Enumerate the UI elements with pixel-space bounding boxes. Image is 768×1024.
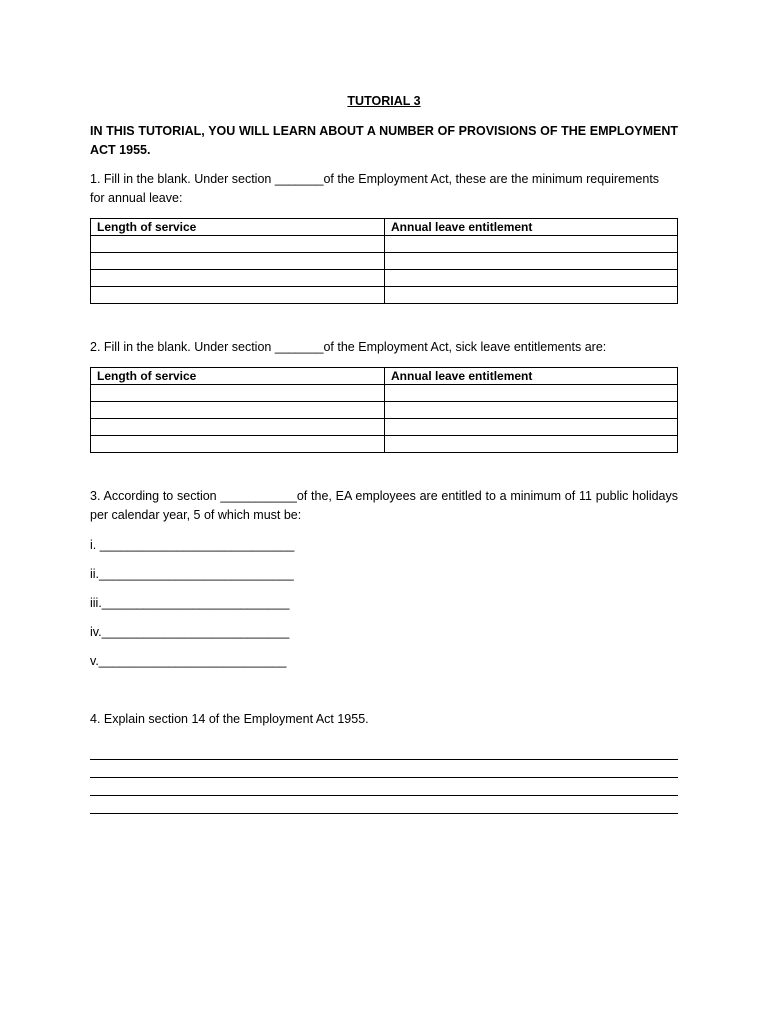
header-length-of-service: Length of service [91,219,385,236]
question-1 [90,170,678,208]
table-cell[interactable] [385,402,678,419]
table-cell[interactable] [91,287,385,304]
answer-line[interactable] [90,778,678,796]
sick-leave-table [90,367,678,453]
table-row [91,436,678,453]
table-cell[interactable] [385,236,678,253]
table-cell[interactable] [91,253,385,270]
holiday-blank-3[interactable]: iii.___________________________ [90,596,290,610]
page-title: TUTORIAL 3 [347,94,421,108]
header-annual-leave-entitlement: Annual leave entitlement [385,368,678,385]
table-cell[interactable] [91,236,385,253]
table-cell[interactable] [385,287,678,304]
table-cell[interactable] [385,436,678,453]
header-annual-leave-entitlement: Annual leave entitlement [385,219,678,236]
table-row [91,270,678,287]
question-2: 2. Fill in the blank. Under section _______of the Employment Act, sick leave entitlements are: [90,340,607,354]
holiday-blank-2[interactable]: ii.____________________________ [90,567,294,581]
question-1-line-2: for annual leave: [90,191,183,205]
table-row [91,419,678,436]
table-cell[interactable] [91,419,385,436]
holiday-blank-5[interactable]: v.___________________________ [90,654,287,668]
answer-line[interactable] [90,742,678,760]
table-row [91,253,678,270]
table-cell[interactable] [385,419,678,436]
table-row [91,236,678,253]
table-cell[interactable] [385,253,678,270]
table-cell[interactable] [91,385,385,402]
answer-line[interactable] [90,796,678,814]
header-length-of-service: Length of service [91,368,385,385]
table-cell[interactable] [385,385,678,402]
table-cell[interactable] [91,436,385,453]
question-3: 3. According to section ___________of the, EA employees are entitled to a minimum of 11 public holidays per calendar year, 5 of which must be: [90,489,678,522]
question-4: 4. Explain section 14 of the Employment Act 1955. [90,712,369,726]
answer-lines [90,742,678,814]
table-row [91,402,678,419]
table-row [91,287,678,304]
table-header-row [91,368,678,385]
question-1-line-1: 1. Fill in the blank. Under section _______of the Employment Act, these are the minimum requirements [90,172,660,186]
table-header-row [91,219,678,236]
answer-line[interactable] [90,760,678,778]
intro-text: IN THIS TUTORIAL, YOU WILL LEARN ABOUT A NUMBER OF PROVISIONS OF THE EMPLOYMENT ACT 1955. [90,124,678,157]
table-cell[interactable] [385,270,678,287]
table-row [91,385,678,402]
table-cell[interactable] [91,402,385,419]
holiday-blank-4[interactable]: iv.___________________________ [90,625,290,639]
annual-leave-table [90,218,678,304]
holiday-blank-1[interactable]: i. ____________________________ [90,538,295,552]
table-cell[interactable] [91,270,385,287]
